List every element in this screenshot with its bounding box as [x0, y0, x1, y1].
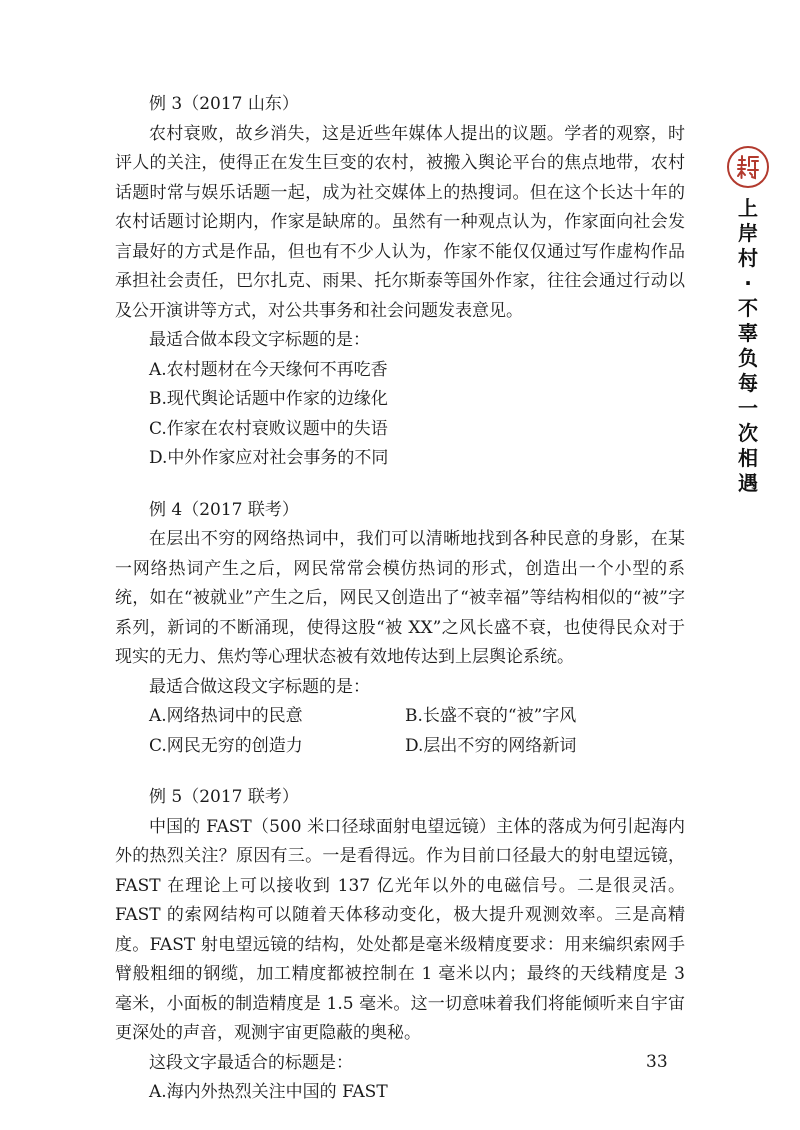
slogan-char: 村 [738, 246, 758, 270]
example-4-heading: 例 4（2017 联考） [149, 499, 299, 520]
slogan-char: 相 [738, 446, 758, 470]
slogan-char: 遇 [738, 471, 758, 495]
brand-seal-logo [727, 146, 769, 188]
slogan-char: 岸 [738, 221, 758, 245]
example-4-paragraph: 在层出不穷的网络热词中，我们可以清晰地找到各种民意的身影，在某一网络热词产生之后，网民常常会模仿热词的形式，创造出一个小型的系统，如在“被就业”产生之后，网民又创造出了“被幸福”等结构相似的“被”字系列，新词的不断涌现，使得这股“被 XX”之风长盛不衰，也使得民众对于现实的无力、焦灼等心理状态被有效地传达到上层舆论系统。 [115, 529, 685, 667]
slogan-char: 每 [738, 371, 758, 395]
example-3-paragraph: 农村衰败，故乡消失，这是近些年媒体人提出的议题。学者的观察，时评人的关注，使得正在发生巨变的农村，被搬入舆论平台的焦点地带，农村话题时常与娱乐话题一起，成为社交媒体上的热搜词。但在这个长达十年的农村话题讨论期内，作家是缺席的。虽然有一种观点认为，作家面向社会发言最好的方式是作品，但也有不少人认为，作家不能仅仅通过写作虚构作品承担社会责任，巴尔扎克、雨果、托尔斯泰等国外作家，往往会通过行动以及公开演讲等方式，对公共事务和社会问题发表意见。 [115, 123, 685, 321]
example-3-option-a: A.农村题材在今天缘何不再吃香 [149, 359, 388, 380]
example-4-option-c: C.网民无穷的创造力 [149, 735, 303, 756]
page-content [115, 90, 685, 1108]
example-3-question: 最适合做本段文字标题的是： [149, 330, 370, 350]
example-4-option-a: A.网络热词中的民意 [149, 706, 303, 726]
slogan-char: 一 [738, 396, 758, 420]
slogan-char: · [744, 271, 752, 295]
slogan-char: 不 [738, 296, 758, 320]
slogan-char: 辜 [738, 321, 758, 345]
example-4-option-b: B.长盛不衰的“被”字风 [405, 706, 577, 726]
brand-sidebar [726, 146, 770, 496]
brand-slogan [738, 196, 758, 496]
seal-glyph-icon [733, 152, 763, 182]
slogan-char: 负 [738, 346, 758, 370]
example-4-question: 最适合做这段文字标题的是： [149, 676, 370, 697]
section-gap [115, 761, 685, 783]
example-5-question: 这段文字最适合的标题是： [149, 1052, 353, 1073]
page-number: 33 [646, 1052, 668, 1072]
example-5-paragraph: 中国的 FAST（500 米口径球面射电望远镜）主体的落成为何引起海内外的热烈关注？原因有三。一是看得远。作为目前口径最大的射电望远镜，FAST 在理论上可以接收到 137 亿光年以外的电磁信号。二是很灵活。FAST 的索网结构可以随着天体移动变化，极大提升观测效率。三是高精度。FAST 射电望远镜的结构，处处都是毫米级精度要求：用来编织索网手臂般粗细的钢缆，加工精度都被控制在 1 毫米以内；最终的天线精度是 3 毫米，小面板的制造精度是 1.5 毫米。这一切意味着我们将能倾听来自宇宙更深处的声音，观测宇宙更隐蔽的奥秘。 [115, 816, 685, 1043]
slogan-char: 次 [738, 421, 758, 445]
example-5-heading: 例 5（2017 联考） [149, 787, 299, 807]
example-3-option-b: B.现代舆论话题中作家的边缘化 [149, 389, 388, 409]
slogan-char: 上 [738, 196, 758, 220]
example-3-heading: 例 3（2017 山东） [149, 94, 299, 114]
section-gap [115, 474, 685, 496]
example-3-option-d: D.中外作家应对社会事务的不同 [149, 448, 389, 468]
example-5-option-a: A.海内外热烈关注中国的 FAST [149, 1082, 388, 1102]
example-3-option-c: C.作家在农村衰败议题中的失语 [149, 418, 388, 439]
example-4-option-d: D.层出不穷的网络新词 [405, 735, 577, 756]
example-4-options-row-2 [115, 732, 685, 762]
example-4-options-row-1 [115, 702, 685, 732]
